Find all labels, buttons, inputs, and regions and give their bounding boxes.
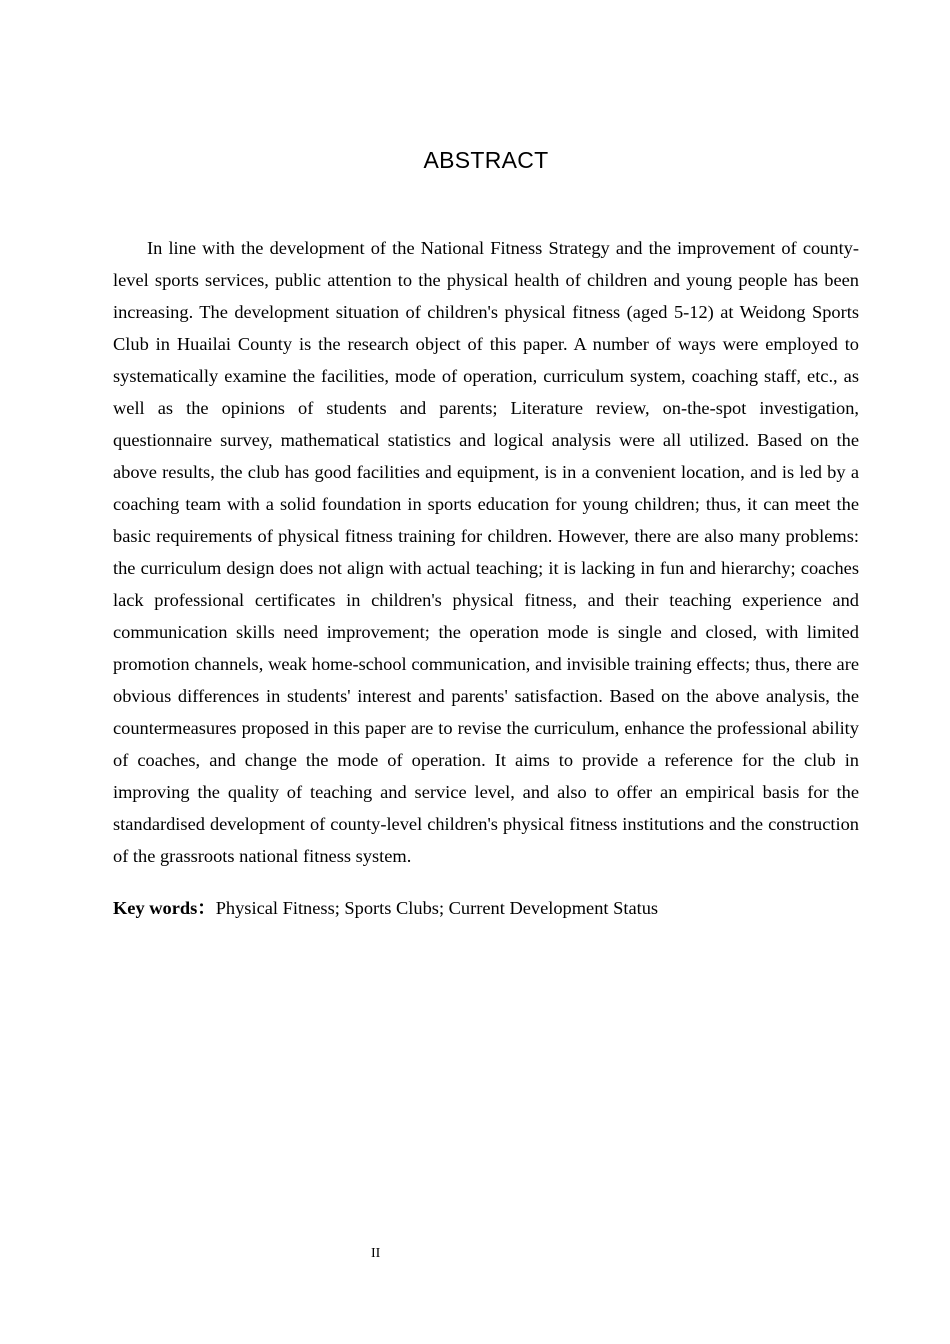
abstract-paragraph: In line with the development of the National Fitness Strategy and the improvement of county-level sports services, public attention to the physical health of children and young people has been increasing. The development situation of children's physical fitness (aged 5-12) at Weidong Sports Club in Huailai County is the research object of this paper. A number of ways were employed to systematically examine the facilities, mode of operation, curriculum system, coaching staff, etc., as well as the opinions of students and parents; Literature review, on-the-spot investigation, questionnaire survey, mathematical statistics and logical analysis were all utilized. Based on the above results, the club has good facilities and equipment, is in a convenient location, and is led by a coaching team with a solid foundation in sports education for young children; thus, it can meet the basic requirements of physical fitness training for children. However, there are also many problems: the curriculum design does not align with actual teaching; it is lacking in fun and hierarchy; coaches lack professional certificates in children's physical fitness, and their teaching experience and communication skills need improvement; the operation mode is single and closed, with limited promotion channels, weak home-school communication, and invisible training effects; thus, there are obvious differences in students' interest and parents' satisfaction. Based on the above analysis, the countermeasures proposed in this paper are to revise the curriculum, enhance the professional ability of coaches, and change the mode of operation. It aims to provide a reference for the club in improving the quality of teaching and service level, and also to offer an empirical basis for the standardised development of county-level children's physical fitness institutions and the construction of the grassroots national fitness system. <box>113 238 859 866</box>
keywords-line <box>113 892 859 924</box>
page-number: II <box>371 1246 381 1261</box>
abstract-title: ABSTRACT <box>423 147 549 173</box>
keywords-label: Key words： <box>113 898 216 918</box>
keywords-text: Physical Fitness; Sports Clubs; Current Development Status <box>215 898 659 918</box>
